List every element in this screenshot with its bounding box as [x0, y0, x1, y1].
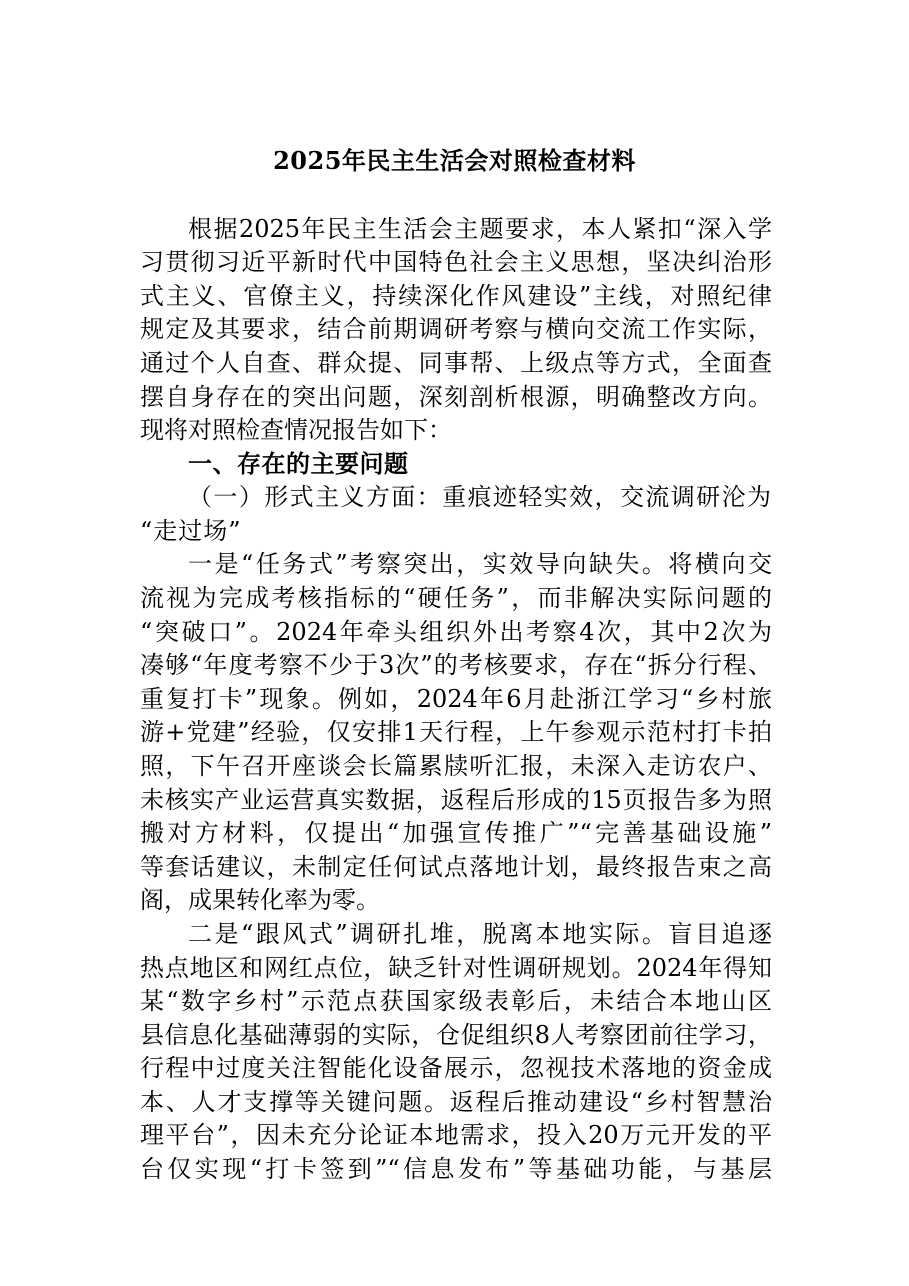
- subsection-heading: “走过场”: [140, 517, 242, 545]
- paragraph-line: 习贯彻习近平新时代中国特色社会主义思想，坚决纠治形: [140, 248, 772, 276]
- paragraph-line: 凑够“年度考察不少于3次”的考核要求，存在“拆分行程、: [140, 651, 772, 679]
- paragraph-line: 游+党建”经验，仅安排1天行程，上午参观示范村打卡拍: [140, 718, 772, 746]
- paragraph-line: 行程中过度关注智能化设备展示，忽视技术落地的资金成: [140, 1054, 772, 1082]
- paragraph-line: 搬对方材料，仅提出“加强宣传推广”“完善基础设施”: [140, 819, 772, 847]
- paragraph-line: 现将对照检查情况报告如下：: [140, 416, 452, 444]
- paragraph-line: 未核实产业运营真实数据，返程后形成的15页报告多为照: [140, 786, 772, 814]
- paragraph-line: 摆自身存在的突出问题，深刻剖析根源，明确整改方向。: [140, 383, 772, 411]
- paragraph-line: 热点地区和网红点位，缺乏针对性调研规划。2024年得知: [140, 954, 772, 982]
- paragraph-line: 流视为完成考核指标的“硬任务”，而非解决实际问题的: [140, 584, 772, 612]
- paragraph-line: 理平台”，因未充分论证本地需求，投入20万元开发的平: [140, 1121, 772, 1149]
- subsection-heading: （一）形式主义方面：重痕迹轻实效，交流调研沦为: [188, 483, 772, 511]
- paragraph-line: 根据2025年民主生活会主题要求，本人紧扣“深入学: [188, 215, 772, 243]
- paragraph-line: 某“数字乡村”示范点获国家级表彰后，未结合本地山区: [140, 987, 772, 1015]
- paragraph-line: 式主义、官僚主义，持续深化作风建设”主线，对照纪律: [140, 282, 772, 310]
- document-title: 2025年民主生活会对照检查材料: [273, 146, 636, 175]
- paragraph-line: 二是“跟风式”调研扎堆，脱离本地实际。盲目追逐: [188, 920, 772, 948]
- paragraph-line: 阁，成果转化率为零。: [140, 886, 380, 914]
- paragraph-line: 通过个人自查、群众提、同事帮、上级点等方式，全面查: [140, 349, 772, 377]
- paragraph-line: 县信息化基础薄弱的实际，仓促组织8人考察团前往学习，: [140, 1021, 772, 1049]
- paragraph-line: 台仅实现“打卡签到”“信息发布”等基础功能，与基层: [140, 1155, 772, 1183]
- paragraph-line: 规定及其要求，结合前期调研考察与横向交流工作实际，: [140, 315, 772, 343]
- paragraph-line: 等套话建议，未制定任何试点落地计划，最终报告束之高: [140, 853, 772, 881]
- paragraph-line: “突破口”。2024年牵头组织外出考察4次，其中2次为: [140, 618, 772, 646]
- paragraph-line: 本、人才支撑等关键问题。返程后推动建设“乡村智慧治: [140, 1088, 772, 1116]
- section-heading: 一、存在的主要问题: [188, 450, 409, 478]
- paragraph-line: 重复打卡”现象。例如，2024年6月赴浙江学习“乡村旅: [140, 685, 772, 713]
- paragraph-line: 照，下午召开座谈会长篇累牍听汇报，未深入走访农户、: [140, 752, 772, 780]
- paragraph-line: 一是“任务式”考察突出，实效导向缺失。将横向交: [188, 550, 772, 578]
